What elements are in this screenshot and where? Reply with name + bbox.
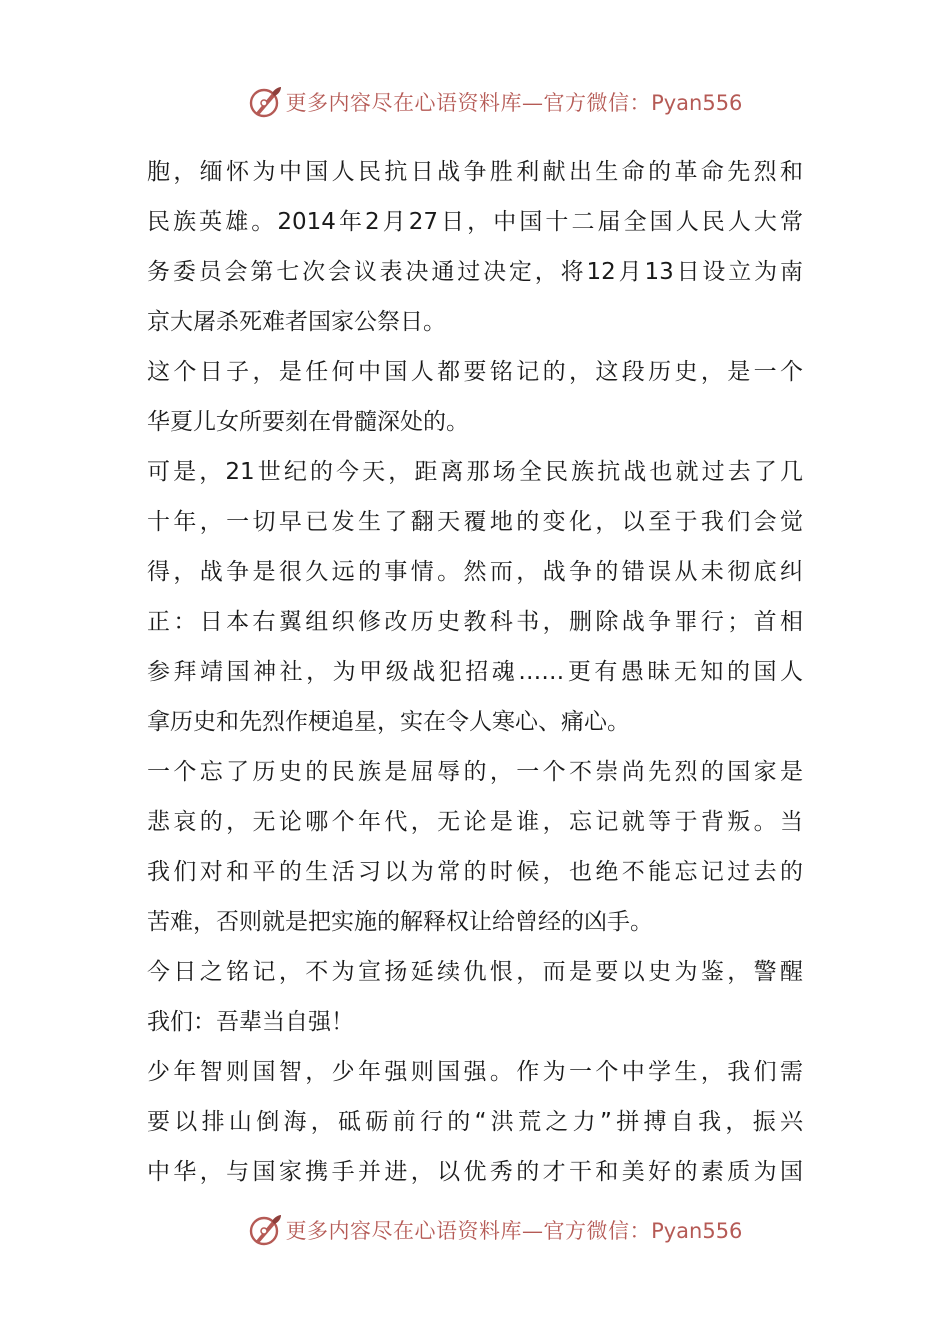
text-line: 胞，缅怀为中国人民抗日战争胜利献出生命的革命先烈和: [147, 159, 803, 185]
text-line: 务委员会第七次会议表决通过决定，将12月13日设立为南: [147, 259, 803, 285]
text-line: 正：日本右翼组织修改历史教科书，删除战争罪行；首相: [147, 609, 803, 635]
text-line: 今日之铭记，不为宣扬延续仇恨，而是要以史为鉴，警醒: [147, 959, 803, 985]
text-line: 要以排山倒海，砥砺前行的“洪荒之力”拼搏自我，振兴: [147, 1109, 803, 1135]
header-watermark-banner: [0, 82, 950, 122]
text-line: 我们：吾辈当自强！: [147, 1009, 354, 1035]
watermark-text: [286, 1215, 743, 1245]
watermark-label: 更多内容尽在心语资料库—官方微信：: [285, 1219, 652, 1243]
text-line: 这个日子，是任何中国人都要铭记的，这段历史，是一个: [147, 359, 803, 385]
text-line: 可是，21世纪的今天，距离那场全民族抗战也就过去了几: [147, 459, 803, 485]
watermark-label: 更多内容尽在心语资料库—官方微信：: [285, 91, 652, 115]
text-line: 京大屠杀死难者国家公祭日。: [147, 309, 446, 335]
text-line: 中华，与国家携手并进，以优秀的才干和美好的素质为国: [147, 1159, 803, 1185]
quill-logo-icon: [248, 1213, 282, 1247]
text-line: 华夏儿女所要刻在骨髓深处的。: [147, 409, 469, 435]
text-line: 得，战争是很久远的事情。然而，战争的错误从未彻底纠: [147, 559, 803, 585]
document-body: [147, 147, 803, 1197]
text-line: 十年，一切早已发生了翻天覆地的变化，以至于我们会觉: [147, 509, 803, 535]
wechat-handle: Pyan556: [651, 1219, 743, 1243]
footer-watermark-banner: [0, 1210, 950, 1250]
wechat-handle: Pyan556: [651, 91, 743, 115]
text-line: 我们对和平的生活习以为常的时候，也绝不能忘记过去的: [147, 859, 803, 885]
text-line: 一个忘了历史的民族是屈辱的，一个不崇尚先烈的国家是: [147, 759, 803, 785]
quill-logo-icon: [248, 85, 282, 119]
text-line: 民族英雄。2014年2月27日，中国十二届全国人民人大常: [147, 209, 803, 235]
text-line: 悲哀的，无论哪个年代，无论是谁，忘记就等于背叛。当: [147, 809, 803, 835]
text-line: 少年智则国智，少年强则国强。作为一个中学生，我们需: [147, 1059, 803, 1085]
text-line: 苦难，否则就是把实施的解释权让给曾经的凶手。: [147, 909, 653, 935]
watermark-text: [286, 87, 743, 117]
text-line: 拿历史和先烈作梗追星，实在令人寒心、痛心。: [147, 709, 630, 735]
text-line: 参拜靖国神社，为甲级战犯招魂……更有愚昧无知的国人: [147, 659, 803, 685]
